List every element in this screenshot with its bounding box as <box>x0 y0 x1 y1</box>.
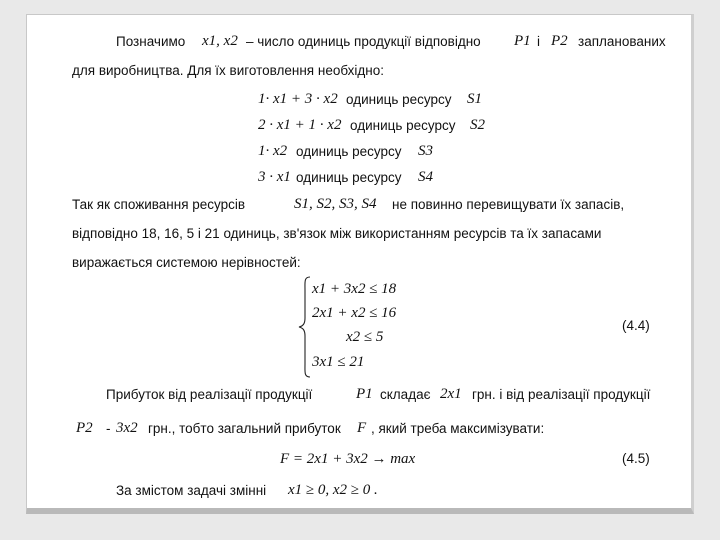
p1-line1-start: Позначимо <box>116 34 186 49</box>
p3-line1-start: Прибуток від реалізації продукції <box>106 387 313 402</box>
resource-name-1: S1 <box>467 91 482 107</box>
p3-total-f: F <box>357 420 367 436</box>
equation-label-4-4: (4.4) <box>622 318 650 333</box>
p4-text: За змістом задачі змінні <box>116 483 267 498</box>
resource-expr-1: 1· x1 + 3 · x2 <box>258 91 338 107</box>
p1-line1-mid: – число одиниць продукції відповідно <box>246 34 481 49</box>
p1-and: і <box>537 34 540 49</box>
system-ineq-4: 3x1 ≤ 21 <box>312 354 365 370</box>
resource-text-3: одиниць ресурсу <box>296 144 402 159</box>
resource-expr-4: 3 · x1 <box>258 169 291 185</box>
p2-line1-end: не повинно перевищувати їх запасів, <box>392 197 625 212</box>
resource-expr-3: 1· x2 <box>258 143 288 159</box>
resource-name-2: S2 <box>470 117 485 133</box>
p2-line2: відповідно 18, 16, 5 і 21 одиниць, зв'язок між використанням ресурсів та їх запасами <box>72 226 602 241</box>
resource-text-1: одиниць ресурсу <box>346 92 452 107</box>
p1-line1-end: запланованих <box>578 34 666 49</box>
equation-label-4-5: (4.5) <box>622 451 650 466</box>
p2-resources-list: S1, S2, S3, S4 <box>294 196 377 212</box>
p1-product-p2: P2 <box>551 33 568 49</box>
p3-product-p1: P1 <box>356 386 373 402</box>
system-ineq-2: 2x1 + x2 ≤ 16 <box>312 305 397 321</box>
resource-name-4: S4 <box>418 169 433 185</box>
resource-text-2: одиниць ресурсу <box>350 118 456 133</box>
resource-text-4: одиниць ресурсу <box>296 170 402 185</box>
p2-line1-start: Так як споживання ресурсів <box>72 197 246 212</box>
p3-profit-2: 3x2 <box>116 420 138 436</box>
objective-function: F = 2x1 + 3x2 → max <box>280 451 416 467</box>
p3-line2-end: , який треба максимізувати: <box>371 421 545 436</box>
p1-line2: для виробництва. Для їх виготовлення необхідно: <box>72 63 384 78</box>
p2-line3: виражається системою нерівностей: <box>72 255 301 270</box>
p1-vars: x1, x2 <box>202 33 238 49</box>
p1-product-p1: P1 <box>514 33 531 49</box>
p3-line2-mid: грн., тобто загальний прибуток <box>148 421 341 436</box>
p3-product-p2: P2 <box>76 420 93 436</box>
resource-name-3: S3 <box>418 143 433 159</box>
system-ineq-3: x2 ≤ 5 <box>346 329 384 345</box>
p3-line1-mid: складає <box>380 387 431 402</box>
p3-dash: - <box>106 421 111 436</box>
system-brace <box>298 276 312 378</box>
p3-line1-end: грн. і від реалізації продукції <box>472 387 651 402</box>
p4-constraint: x1 ≥ 0, x2 ≥ 0 . <box>288 482 378 498</box>
p3-profit-1: 2x1 <box>440 386 462 402</box>
system-ineq-1: x1 + 3x2 ≤ 18 <box>312 281 397 297</box>
resource-expr-2: 2 · x1 + 1 · x2 <box>258 117 342 133</box>
